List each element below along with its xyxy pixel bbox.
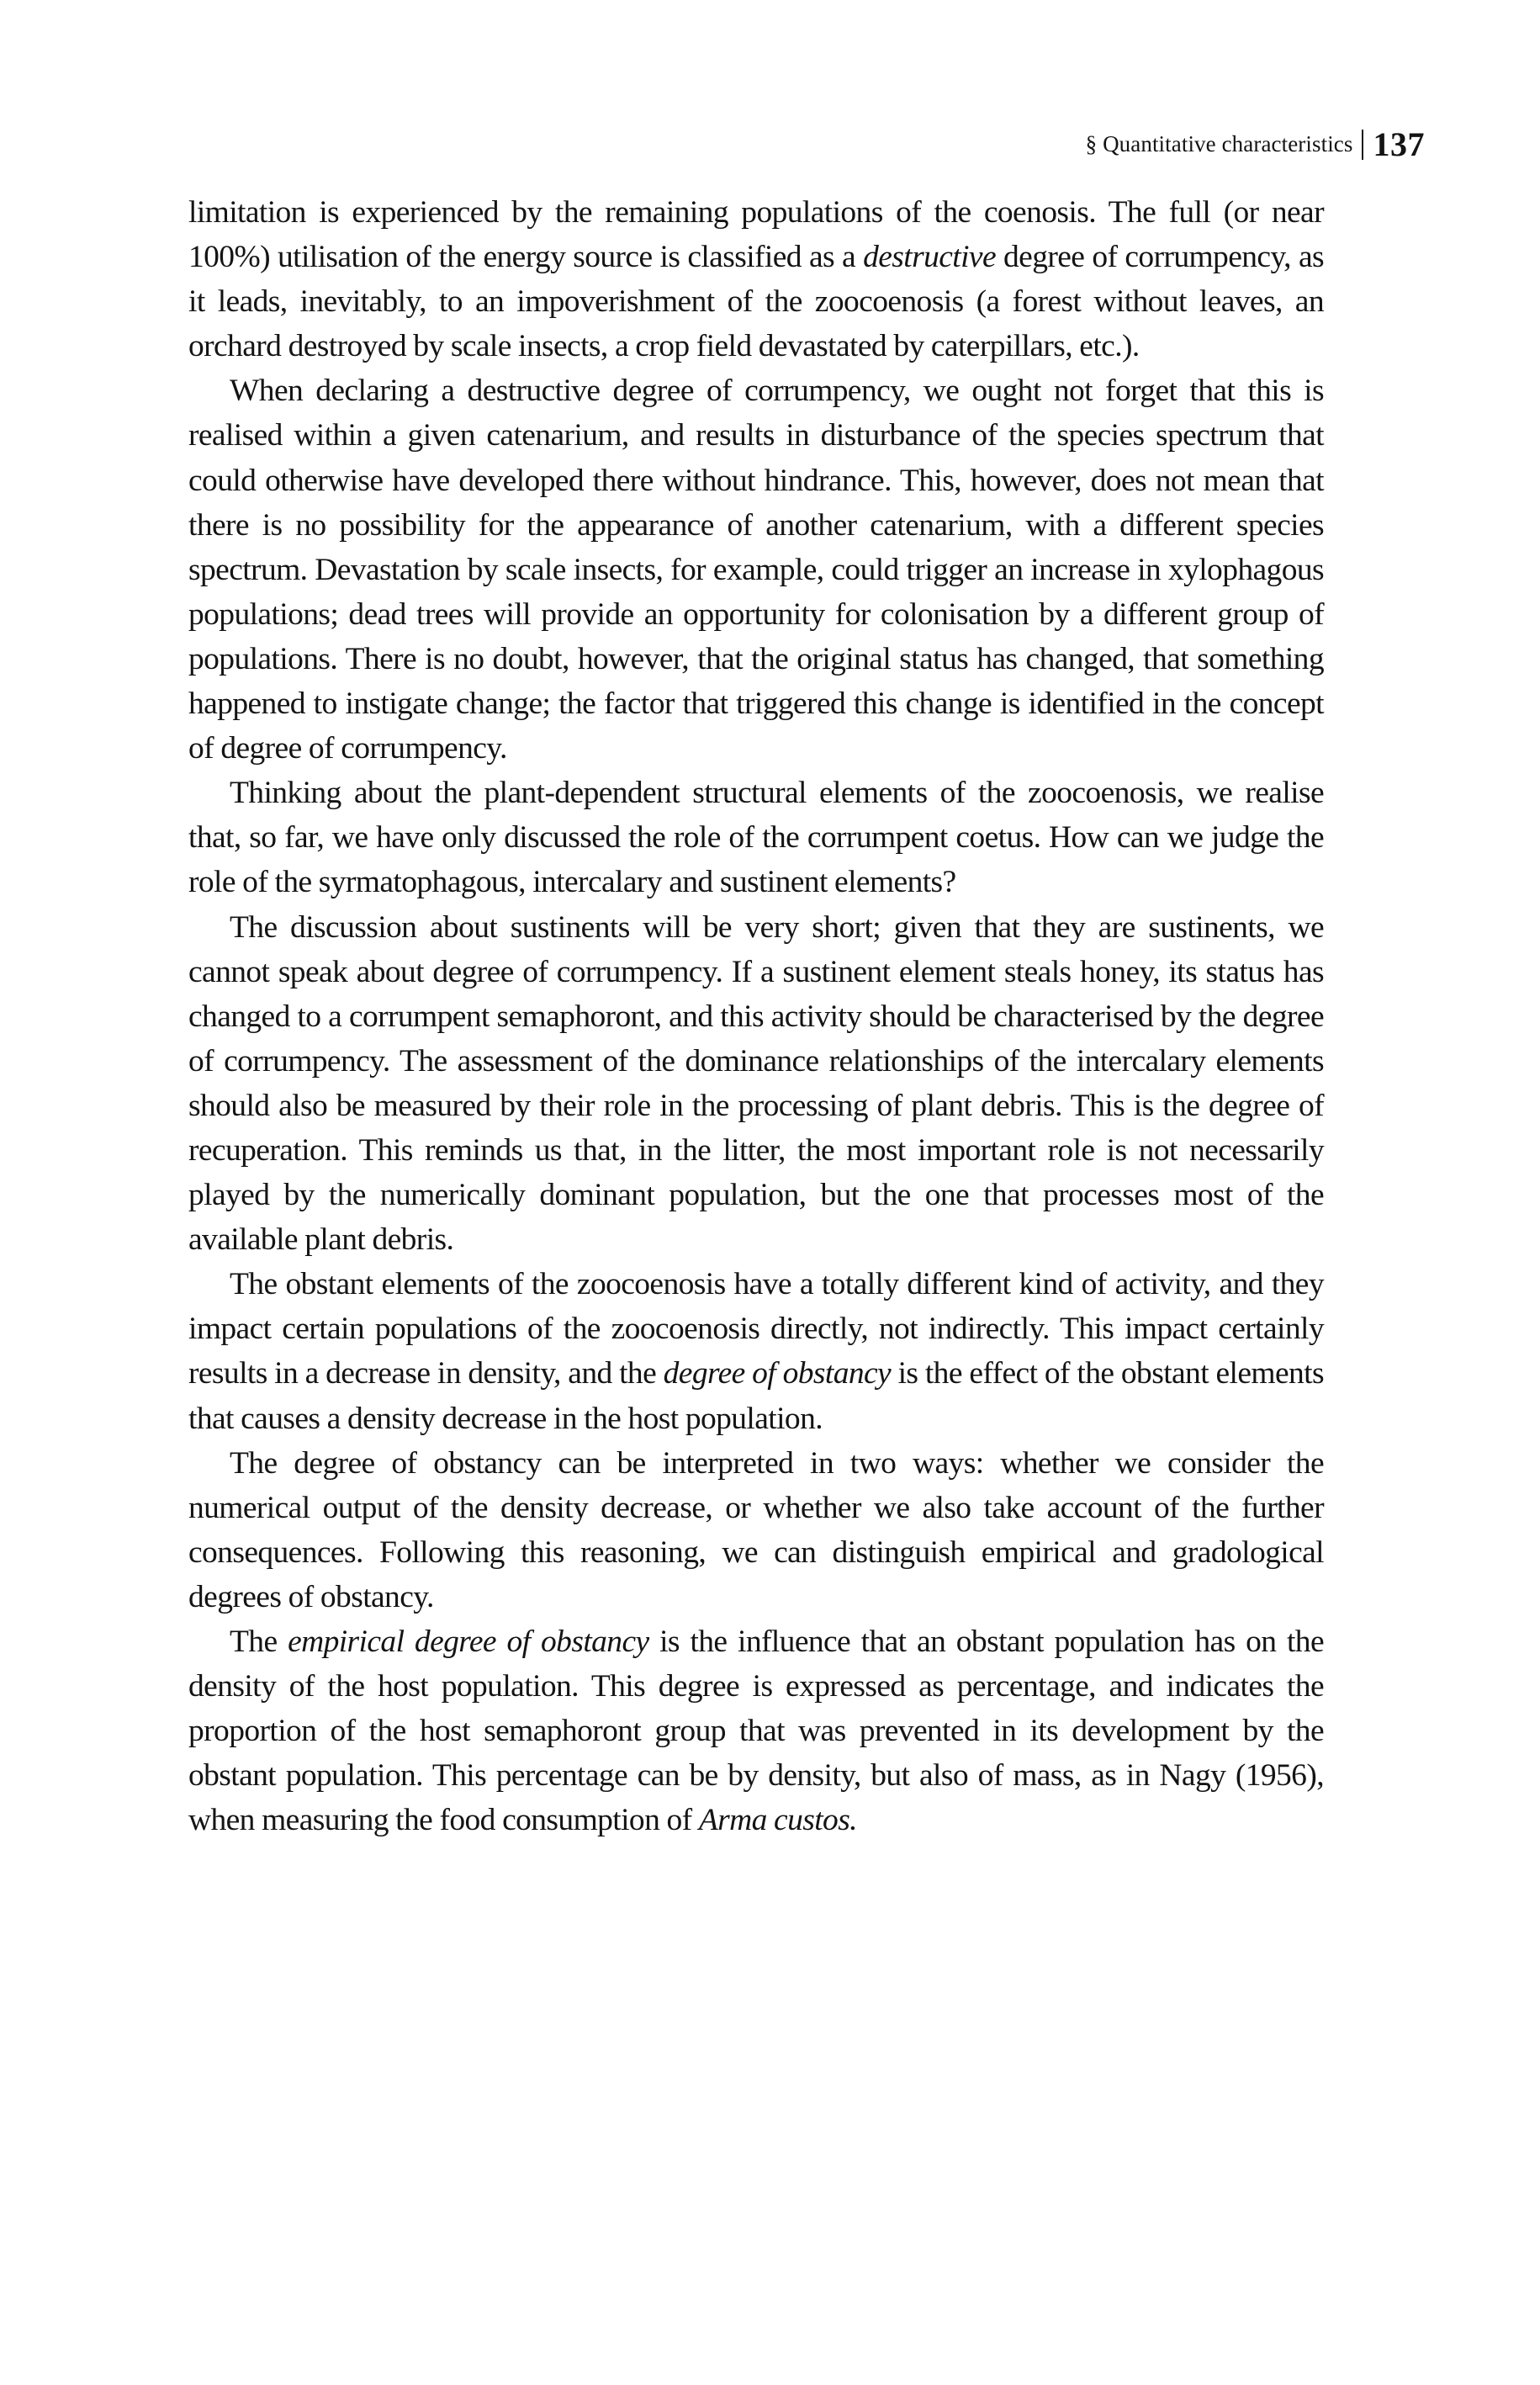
running-head-divider [1362,130,1363,160]
text-run: limitation is experienced by the remaining populations of the coenosis. The full (or near 100%) utilisation of the energy source is classified as a [188,195,1324,275]
text-run: The [230,1624,288,1659]
text-run: Thinking about the plant-dependent structural elements of the zoocoenosis, we realise that, so far, we have only discussed the role of the corrumpent coetus. How can we judge the role of the syrmatophagous, intercalary and sustinent elements? [188,776,1324,900]
text-run: The discussion about sustinents will be very short; given that they are sustinents, we cannot speak about degree of corrumpency. If a sustinent element steals honey, its status has changed to a corrumpent semaphoront, and this activity should be characterised by the degree of corrumpency. The assessment of the dominance relationships of the intercalary elements should also be measured by their role in the processing of plant debris. This is the degree of recuperation. This reminds us that, in the litter, the most important role is not necessarily played by the numerically dominant population, but the one that processes most of the available plant debris. [188,909,1324,1258]
text-run: is the effect of the obstant elements that causes a density decrease in the host population. [188,1356,1324,1436]
running-head-section-title: § Quantitative characteristics [1085,131,1353,156]
italic-term: destructive [863,240,996,275]
running-head [1086,125,1425,164]
paragraph [188,190,1324,368]
text-run: When declaring a destructive degree of corrumpency, we ought not forget that this is realised within a given catenarium, and results in disturbance of the species spectrum that could otherwise have developed there without hindrance. This, however, does not mean that there is no possibility for the appearance of another catenarium, with a different species spectrum. Devastation by scale insects, for example, could trigger an increase in xylophagous populations; dead trees will provide an opportunity for colonisation by a different group of populations. There is no doubt, however, that the original status has changed, that something happened to instigate change; the factor that triggered this change is identified in the concept of degree of corrumpency. [188,374,1324,766]
paragraph [188,771,1324,904]
text-run: is the influence that an obstant population has on the density of the host population. This degree is expressed as percentage, and indicates the proportion of the host semaphoront group that was prevented in its development by the obstant population. This percentage can be by density, but also of mass, as in Nagy (1956), when measuring the food consumption of [188,1624,1324,1838]
page-number: 137 [1373,125,1425,163]
paragraph [188,1262,1324,1440]
italic-term: degree of obstancy [663,1356,892,1391]
body-text [188,190,1324,1842]
paragraph [188,1619,1324,1842]
text-run: The degree of obstancy can be interpreted in two ways: whether we consider the numerical output of the density decrease, or whether we also take account of the further consequences. Following this reasoning, we can distinguish empirical and gradological degrees of obstancy. [188,1445,1324,1614]
paragraph [188,905,1324,1263]
text-run: The obstant elements of the zoocoenosis have a totally different kind of activity, and they impact certain populations of the zoocoenosis directly, not indirectly. This impact certainly results in a decrease in density, and the [188,1267,1324,1391]
paragraph [188,1441,1324,1619]
italic-term: Arma custos. [698,1803,857,1838]
italic-term: empirical degree of obstancy [288,1624,649,1659]
text-run: degree of corrumpency, as it leads, inevitably, to an impoverishment of the zoocoenosis (a forest without leaves, an orchard destroyed by scale insects, a crop field devastated by caterpillars, etc.). [188,240,1324,364]
paragraph [188,368,1324,771]
